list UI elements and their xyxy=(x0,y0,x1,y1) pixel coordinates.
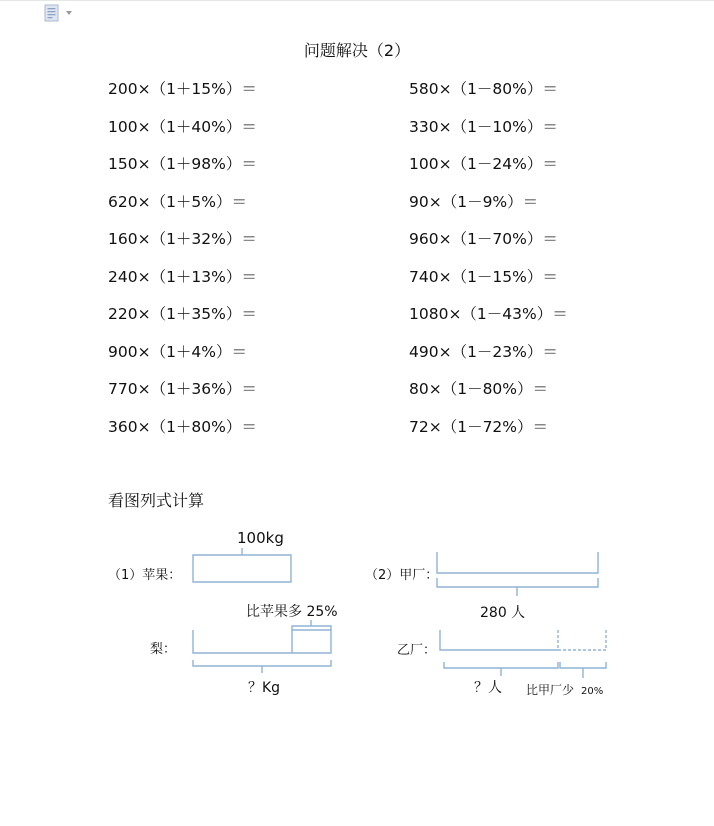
apple-row-label: （1）苹果： xyxy=(108,568,182,583)
problem-item: 330×（1－10%）＝ xyxy=(409,117,558,136)
less-percent-label: 20% xyxy=(581,686,604,697)
problem-item: 580×（1－80%）＝ xyxy=(409,80,558,98)
factory-a-bar xyxy=(437,552,598,573)
problem-item: 960×（1－70%）＝ xyxy=(409,230,558,248)
factory-b-brace xyxy=(444,662,558,668)
problem-item: 100×（1－24%）＝ xyxy=(409,155,558,173)
apple-bar xyxy=(193,560,291,582)
factory-b-bar xyxy=(440,630,558,650)
problem-item: 160×（1＋32%）＝ xyxy=(108,230,257,248)
factory-a-total-brace xyxy=(437,578,598,587)
pear-question-label: ？Kg xyxy=(248,680,281,696)
less-brace xyxy=(560,662,606,668)
problem-item: 90×（1－9%）＝ xyxy=(409,192,539,211)
problem-item: 100×（1＋40%）＝ xyxy=(108,117,257,136)
extra-percent-label: 比苹果多 25% xyxy=(246,604,338,620)
problem-item: 1080×（1－43%）＝ xyxy=(409,305,568,323)
pear-bar xyxy=(193,630,331,653)
apple-brace xyxy=(193,555,291,560)
factory-b-dashed xyxy=(558,630,606,650)
problem-item: 72×（1－72%）＝ xyxy=(409,417,549,436)
problem-item: 740×（1－15%）＝ xyxy=(409,267,558,286)
section-title: 看图列式计算 xyxy=(108,491,205,510)
problem-item: 240×（1＋13%）＝ xyxy=(108,267,257,286)
page-title: 问题解决（2） xyxy=(303,41,411,60)
problem-item: 360×（1＋80%）＝ xyxy=(108,417,257,436)
factory-b-row-label: 乙厂： xyxy=(397,643,437,658)
factory-a-total-label: 280 人 xyxy=(480,605,526,621)
problem-item: 620×（1＋5%）＝ xyxy=(108,192,248,211)
problem-item: 770×（1＋36%）＝ xyxy=(108,380,257,398)
problem-item: 150×（1＋98%）＝ xyxy=(108,155,257,173)
problem-item: 80×（1－80%）＝ xyxy=(409,380,549,398)
problem-item: 900×（1＋4%）＝ xyxy=(108,342,248,361)
factory-a-row-label: （2）甲厂： xyxy=(365,568,439,583)
problem-item: 200×（1＋15%）＝ xyxy=(108,80,257,98)
pear-total-brace xyxy=(193,660,331,666)
factory-b-question-label: ？人 xyxy=(474,680,502,696)
problem-item: 490×（1－23%）＝ xyxy=(409,342,558,361)
less-label: 比甲厂少 xyxy=(526,683,575,697)
pear-row-label: 梨： xyxy=(150,642,177,657)
problem-item: 220×（1＋35%）＝ xyxy=(108,305,257,323)
apple-value-label: 100kg xyxy=(237,529,284,547)
